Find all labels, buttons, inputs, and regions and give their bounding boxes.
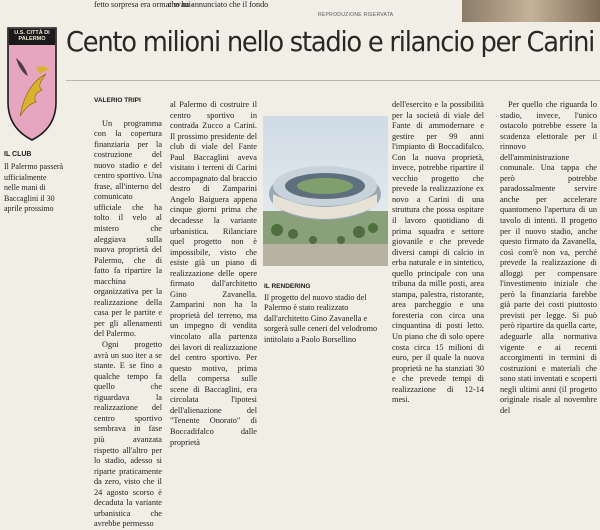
club-crest-text: U.S. CITTÀ DI PALERMO — [14, 30, 50, 42]
sidebar-tag: IL CLUB — [4, 151, 32, 158]
caption-text: Il progetto del nuovo stadio del Palermo è stato realizzato dall'architetto Gino Zavanella e sorgerà sulle ceneri del velodromo intitolato a Paolo Borsellino — [264, 292, 378, 344]
headline-rule — [66, 80, 600, 81]
article-column-5 — [500, 100, 597, 416]
club-crest-logo — [6, 24, 58, 142]
sidebar-text: Il Palermo passerà ufficialmente nelle mani di Baccaglini il 30 aprile prossimo — [4, 162, 64, 214]
photo-credit: REPRODUZIONE RISERVATA — [318, 12, 394, 18]
column-1-paragraph-2: Ogni progetto avrà un suo iter a se stante. E se fino a qualche tempo fa quello che riguardava la realizzazione del centro sportivo sembrava in fase più avanzata rispetto all'altro per lo stadio, adesso si riparte praticamente da zero, visto che il 24 agosto scorso è decaduta la variante urbanistica che avrebbe permesso — [94, 340, 162, 529]
article-column-4 — [392, 100, 484, 406]
article-column-1 — [94, 96, 162, 530]
previous-article-fragment-2: che ha annunciato che il fondo — [168, 0, 269, 9]
column-2-paragraph: al Palermo di costruire il centro sportivo in contrada Zucco a Carini. Il prossimo presidente del club di viale del Fante Paul Baccaglini aveva visitato i terreni di Carini accompagnato dal braccio destro di Zamparini Angelo Baiguera appena cinque giorni prima che decadesse la variante urbanistica. Rilanciare quel progetto non è impossibile, visto che esiste già un piano di realizzazione delle opere firmato dall'architetto Gino Zavanella. Zamparini non ha la proprietà del terreno, ma un impegno di vendita vincolato alla partenza dei lavori di realizzazione del centro sportivo. Per questo motivo, prima della compersa sulle scene di Baccaglini, era circolata l'ipotesi dell'alienazione del "Tenente Onorato" di Boccadifalco dalle proprietà — [170, 100, 257, 447]
article-headline: Cento milioni nello stadio e rilancio per Carini — [66, 25, 595, 58]
caption-tag: IL RENDERING — [264, 283, 311, 290]
column-5-paragraph: Per quello che riguarda lo stadio, invece, l'unico ostacolo potrebbe essere la scadenza elettorale per il rinnovo dell'amministrazione comunale. Una tappa che però potrebbe paradossalmente servire anche per accelerare quantomeno l'apertura di un tavolo di intenti. Il progetto per il nuovo stadio, anche questo firmato da Zavanella, così com'è non va, perché prevede la realizzazione di alloggi per compensare l'investimento iniziale che però la finanziaria farebbe già parte dei costi piuttosto previsti per legge. Si può però ripartire da quella carte, adeguarle alla normativa vigente e ai recenti accorgimenti in termini di costruzioni e materiali che sono stati inventati e scoperti negli ultimi anni (il progetto originale risale al novembre del — [500, 100, 597, 415]
article-column-2 — [170, 100, 257, 448]
image-caption — [264, 282, 392, 346]
byline: VALERIO TRIPI — [94, 97, 141, 104]
stadium-rendering-image — [263, 116, 388, 266]
previous-article-fragment-1: fetto sorpresa era ormai svani- — [94, 0, 194, 9]
top-photo-strip — [462, 0, 600, 22]
column-4-paragraph: dell'esercito e la possibilità per la società di viale del Fante di ammodernare e gestire per 99 anni l'impianto di Boccadifalco. Con la nuova proprietà, invece, potrebbe ripartire il vecchio progetto che prevede la realizzazione ex novo a Carini di una struttura che possa ospitare il lavoro quotidiano di prima squadra e settore giovanile e che prevede diversi campi di calcio in erba naturale e in sintetico, quello principale con una tribuna da mille posti, area stampa, palestra, ristorante, area parcheggio e una foresteria con circa una cinquantina di posti letto. Un piano che di solo opere costa circa 15 milioni di euro, per il quale la nuova proprietà ne ha stanziati 30 e che prevede tempi di realizzazione di 12-14 mesi. — [392, 100, 484, 405]
club-sidebar-note — [4, 150, 64, 214]
column-1-paragraph-1: Un programma con la copertura finanziaria per la costruzione del nuovo stadio e del centro sportivo. Una frase, all'interno del comunicato ufficiale che ha tolto il velo al mistero che aleggiava sulla nuova proprietà del Palermo, che di fatto fa ripartire la macchina organizzativa per la realizzazione della casa per le partite e per gli allenamenti del Palermo. — [94, 118, 162, 339]
